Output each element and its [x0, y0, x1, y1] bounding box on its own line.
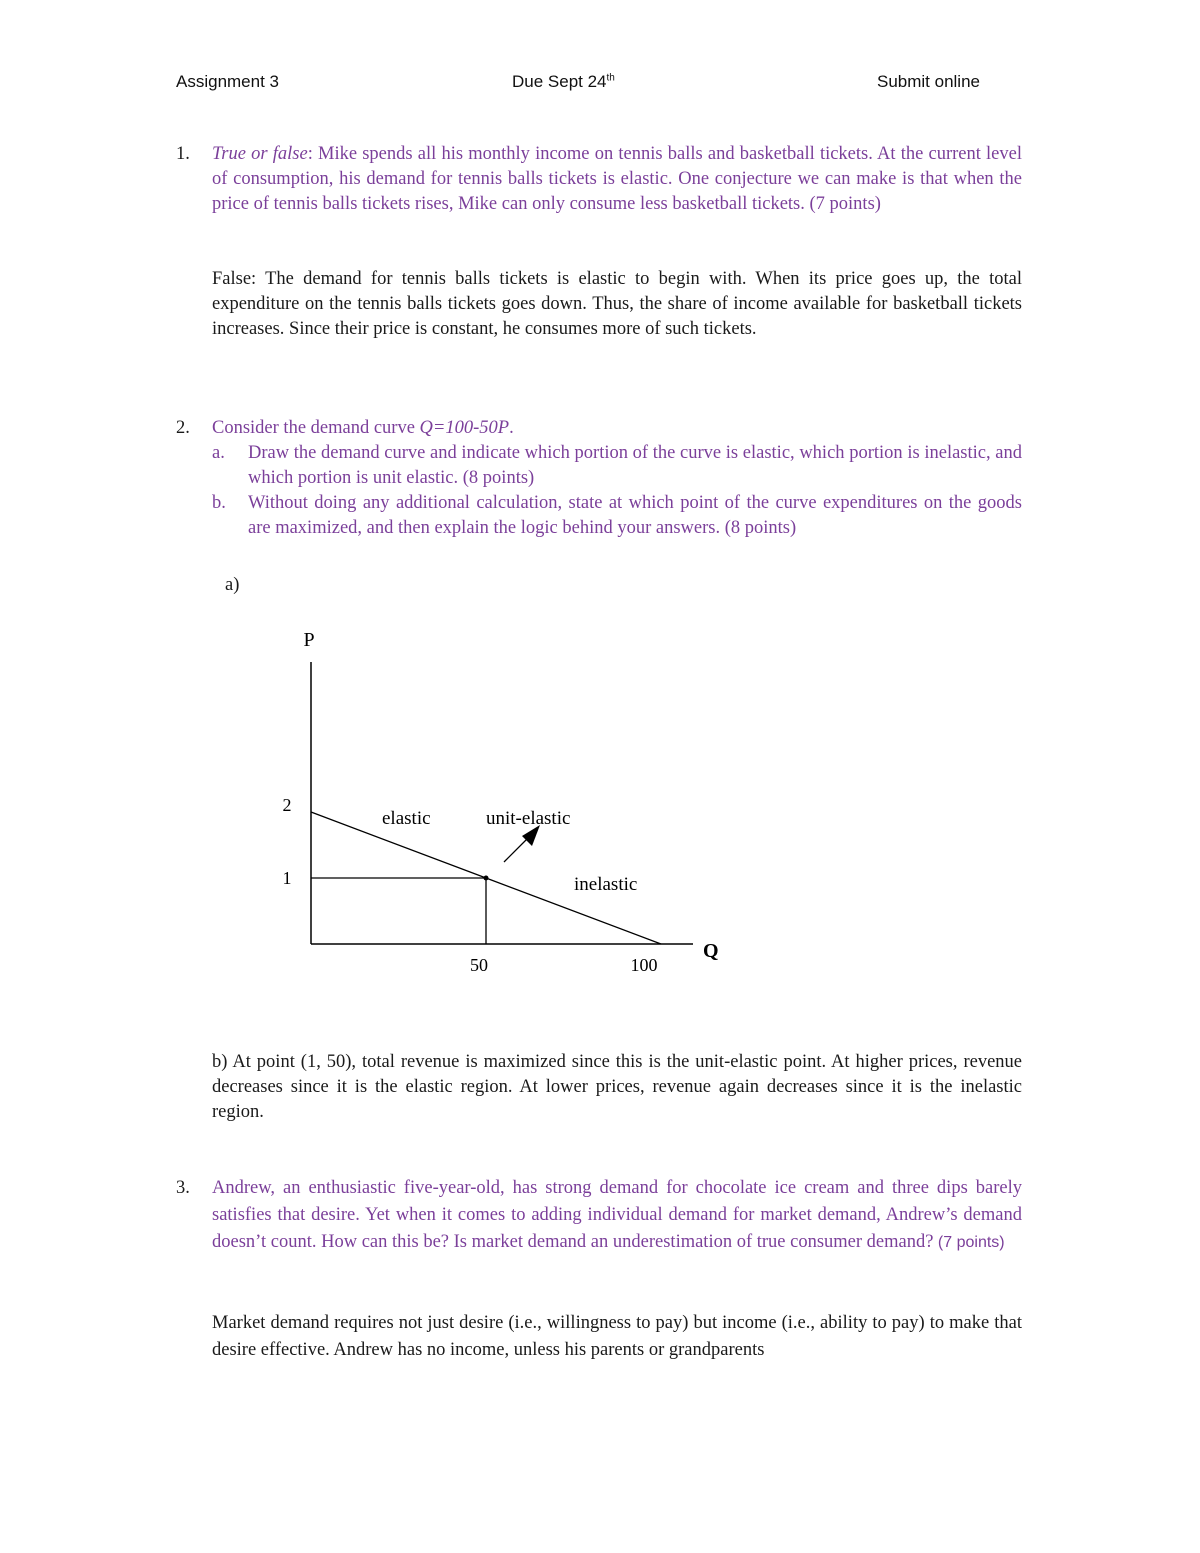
- answer-3: Market demand requires not just desire (i.e., willingness to pay) but income (i.e., ability to pay) to make that desire effective. Andrew has no income, unless his parents or grandparents: [212, 1313, 1022, 1360]
- question-3: [176, 1175, 1022, 1256]
- page-header: [176, 72, 980, 100]
- question-3-body: Andrew, an enthusiastic five-year-old, has strong demand for chocolate ice cream and three dips barely satisfies that desire. Yet when it comes to adding individual demand for market demand, Andrew’s demand doesn’t count. How can this be? Is market demand an underestimation of true consumer demand?: [212, 1178, 1022, 1252]
- unit-elastic-point: [484, 876, 489, 881]
- question-3-points: (7 points): [933, 1234, 1005, 1251]
- question-2-number: 2.: [176, 418, 190, 438]
- assignment-title: Assignment 3: [176, 72, 279, 91]
- y-axis-label: P: [303, 629, 315, 651]
- question-2-body: Consider the demand curve: [212, 418, 420, 438]
- question-2-end: .: [509, 418, 514, 438]
- question-2-text: [212, 416, 1022, 441]
- due-date: [512, 72, 615, 92]
- part-a-label: a): [225, 575, 240, 595]
- question-2a-text: Draw the demand curve and indicate which portion of the curve is elastic, which portion is inelastic, and which portion is unit elastic. (8 points): [248, 443, 1022, 488]
- due-date-text: Due Sept 24: [512, 72, 607, 91]
- question-1: [176, 142, 1022, 217]
- x-tick-label: 50: [470, 955, 488, 975]
- answer-1: False: The demand for tennis balls tickets is elastic to begin with. When its price goes up, the total expenditure on the tennis balls tickets goes down. Thus, the share of income available for basketball tickets increases. Since their price is constant, he consumes more of such tickets.: [212, 269, 1022, 339]
- y-tick-label: 1: [282, 868, 292, 888]
- demand-curve-chart: [270, 620, 750, 980]
- question-1-number: 1.: [176, 144, 190, 164]
- due-date-suffix: th: [606, 72, 615, 84]
- question-2b: [212, 491, 1022, 541]
- answer-2b: b) At point (1, 50), total revenue is maximized since this is the unit-elastic point. At higher prices, revenue decreases since it is the elastic region. At lower prices, revenue again decreases since it is the inelastic region.: [212, 1052, 1022, 1122]
- question-2a: [212, 441, 1022, 491]
- question-1-text: [212, 142, 1022, 217]
- question-2b-label: b.: [212, 493, 226, 513]
- inelastic-label: inelastic: [574, 874, 638, 895]
- demand-formula: Q=100-50P: [419, 418, 510, 438]
- question-2a-label: a.: [212, 443, 225, 463]
- submit-note: Submit online: [876, 72, 980, 91]
- question-3-text: [212, 1175, 1022, 1256]
- question-2: [176, 416, 1022, 541]
- x-tick-label: 100: [630, 955, 658, 975]
- x-axis-label: Q: [703, 940, 719, 962]
- arrow-icon: [504, 825, 540, 862]
- elastic-label: elastic: [382, 808, 431, 829]
- true-or-false-label: True or false: [212, 144, 308, 164]
- question-1-body: : Mike spends all his monthly income on tennis balls and basketball tickets. At the current level of consumption, his demand for tennis balls tickets is elastic. One conjecture we can make is that when the price of tennis balls tickets rises, Mike can only consume less basketball tickets. (7 points): [212, 144, 1022, 214]
- unit-elastic-label: unit-elastic: [486, 808, 571, 829]
- y-tick-label: 2: [282, 795, 292, 815]
- question-2b-text: Without doing any additional calculation, state at which point of the curve expenditures on the goods are maximized, and then explain the logic behind your answers. (8 points): [248, 493, 1022, 538]
- question-3-number: 3.: [176, 1178, 190, 1198]
